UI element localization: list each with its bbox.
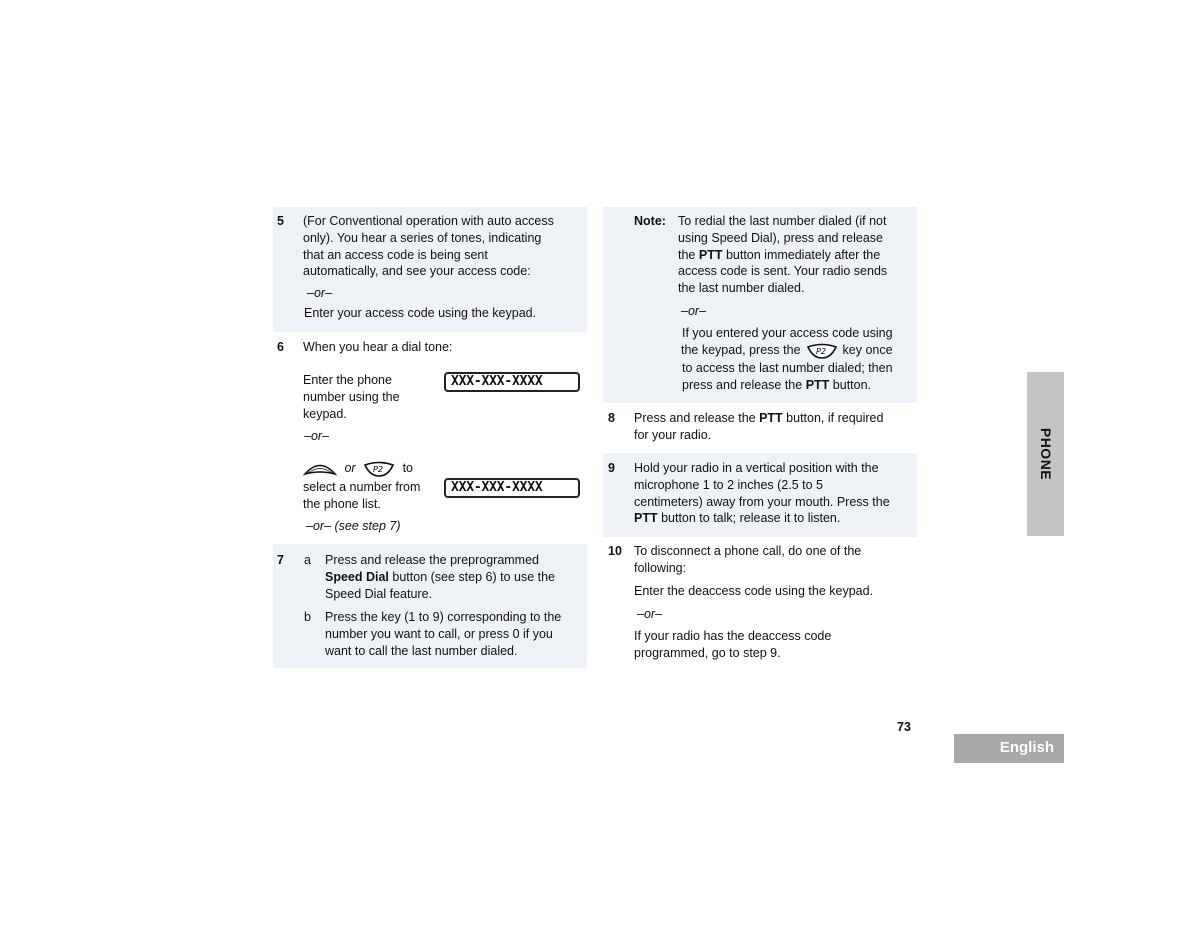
step6-list-text [303, 479, 420, 513]
step6-or1: –or– [304, 429, 330, 443]
step6-intro: When you hear a dial tone: [303, 340, 453, 354]
step9-number: 9 [608, 461, 615, 475]
step8-text [634, 410, 883, 444]
step6-or2: –or– (see step 7) [306, 519, 401, 533]
step10-line4: If your radio has the deaccess code [634, 629, 832, 643]
step10-line1: To disconnect a phone call, do one of the [634, 544, 862, 558]
navigation-key-icon [303, 461, 337, 477]
step10-line2: following: [634, 560, 687, 575]
step10-more [634, 628, 831, 662]
step9-line3: centimeters) away from your mouth. Press the [634, 494, 890, 509]
step6-or-word: or [344, 461, 356, 475]
step10-line3: Enter the deaccess code using the keypad. [634, 584, 874, 598]
step7-b-text [325, 609, 561, 659]
step9-line2: microphone 1 to 2 inches (2.5 to 5 [634, 477, 824, 492]
step6-a2: number using the [303, 389, 400, 404]
step6-b3: the phone list. [303, 496, 381, 511]
step7-a-text [325, 552, 555, 602]
step7-b3: want to call the last number dialed. [325, 643, 518, 658]
note-m4 [682, 377, 893, 394]
ptt-bold: PTT [698, 247, 723, 262]
step5-line2: only). You hear a series of tones, indicating [303, 230, 542, 245]
step5-line3: that an access code is being sent [303, 247, 488, 262]
note-m1: If you entered your access code using [682, 326, 893, 340]
step7-b-label: b [304, 610, 311, 624]
step6-a1: Enter the phone [303, 373, 392, 387]
step10-line5: programmed, go to step 9. [634, 645, 781, 660]
note-m4-post: button. [829, 377, 872, 392]
step5-line1: (For Conventional operation with auto access [303, 214, 554, 228]
step9-line4 [634, 510, 890, 527]
step10-text [634, 543, 861, 577]
note-or: –or– [681, 304, 707, 318]
section-tab-phone [1027, 372, 1064, 536]
step6-number: 6 [277, 340, 284, 354]
note-text [678, 213, 887, 297]
note-m2 [681, 342, 893, 360]
speed-dial-bold: Speed Dial [325, 569, 389, 584]
step10-or: –or– [637, 607, 663, 621]
step7-a2-rest: button (see step 6) to use the [388, 569, 555, 584]
p2-key-label: P2 [373, 464, 384, 474]
step9-l4-rest: button to talk; release it to listen. [657, 511, 841, 526]
step6-a3: keypad. [303, 406, 347, 421]
step9-line1: Hold your radio in a vertical position with the [634, 461, 879, 475]
step7-number: 7 [277, 553, 284, 567]
note-line1: To redial the last number dialed (if not [678, 214, 887, 228]
note-label: Note: [634, 214, 666, 228]
phone-number-display-2: XXX-XXX-XXXX [444, 478, 580, 498]
note-m4-pre: press and release the [682, 377, 806, 392]
step5-or: –or– [307, 286, 333, 300]
section-tab-label: PHONE [1037, 427, 1054, 481]
step5-text [303, 213, 554, 280]
note-line4: access code is sent. Your radio sends [678, 264, 888, 279]
step8-l1-post: button, if required [782, 411, 884, 425]
note-l3-pre: the [678, 247, 699, 262]
step7-b1: Press the key (1 to 9) corresponding to the [325, 610, 562, 624]
note-m2-post: key once [842, 343, 893, 358]
step6-b2: select a number from [303, 480, 421, 494]
note-line3 [678, 247, 887, 264]
step7-a3: Speed Dial feature. [325, 586, 433, 601]
step8-line1 [634, 410, 883, 427]
step6-keypad-text [303, 372, 400, 422]
page-number: 73 [897, 720, 911, 734]
note-m3: to access the last number dialed; then [682, 360, 893, 375]
note-l3-post: button immediately after the [722, 247, 881, 262]
step6-icon-line [303, 460, 413, 478]
step9-text [634, 460, 890, 527]
step5-line4: automatically, and see your access code: [303, 264, 531, 279]
step6-to-word: to [402, 461, 414, 475]
note-line2: using Speed Dial), press and release [678, 230, 883, 245]
step7-b2: number you want to call, or press 0 if you [325, 626, 553, 641]
language-tab: English [954, 734, 1064, 763]
phone-number-display-1: XXX-XXX-XXXX [444, 372, 580, 392]
step8-l1-pre: Press and release the [634, 411, 760, 425]
note-line5: the last number dialed. [678, 281, 805, 296]
p2-key-icon [363, 461, 395, 477]
step7-a1: Press and release the preprogrammed [325, 553, 540, 567]
step5-number: 5 [277, 214, 284, 228]
p2-key-icon [806, 343, 838, 359]
ptt-bold: PTT [759, 411, 783, 425]
step10-number: 10 [608, 544, 622, 558]
ptt-bold: PTT [634, 511, 658, 526]
ptt-bold: PTT [805, 377, 830, 392]
p2-key-label: P2 [815, 346, 826, 356]
note-more [682, 325, 893, 393]
step5-line5: Enter your access code using the keypad. [304, 306, 537, 320]
step7-a-label: a [304, 553, 311, 567]
step7-a2 [325, 569, 555, 586]
step8-line2: for your radio. [634, 427, 712, 442]
note-m2-pre: the keypad, press the [681, 343, 801, 358]
step8-number: 8 [608, 411, 615, 425]
